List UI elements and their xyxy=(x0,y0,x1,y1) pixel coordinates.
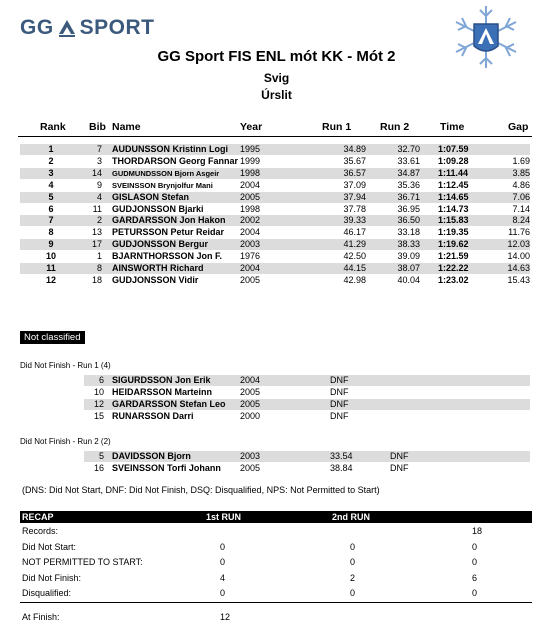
gap-cell: 14.00 xyxy=(507,251,530,262)
gap-cell: 3.85 xyxy=(512,167,530,178)
recap-at-finish-row xyxy=(20,611,532,623)
table-row xyxy=(20,251,530,262)
bib-cell: 10 xyxy=(93,387,104,397)
bib-cell: 7 xyxy=(96,144,102,154)
bib-cell: 13 xyxy=(91,227,102,238)
run1-cell: DNF xyxy=(330,399,349,409)
rank-cell: 3 xyxy=(48,167,54,178)
bib-cell: 2 xyxy=(96,215,102,226)
run2-cell: 38.33 xyxy=(397,239,420,250)
table-row xyxy=(20,156,530,167)
col-rank: Rank xyxy=(40,121,66,133)
run2-cell: 36.95 xyxy=(397,203,420,214)
time-cell: 1:07.59 xyxy=(438,144,469,154)
list-item xyxy=(84,387,530,398)
run1-cell: 39.33 xyxy=(343,215,366,226)
name-cell: GISLASON Stefan xyxy=(112,191,190,202)
run1-cell: 38.84 xyxy=(330,463,353,473)
run1-cell: 34.89 xyxy=(343,144,366,154)
run2-cell: 40.04 xyxy=(397,274,420,285)
name-cell: SIGURDSSON Jon Erik xyxy=(112,375,211,385)
gap-cell: 7.14 xyxy=(512,203,530,214)
gap-cell: 8.24 xyxy=(512,215,530,226)
run2-cell: 38.07 xyxy=(397,263,420,273)
dnf-run2-title: Did Not Finish - Run 2 (2) xyxy=(20,437,111,446)
bib-cell: 1 xyxy=(96,251,102,262)
list-item xyxy=(84,451,530,462)
gap-cell: 4.86 xyxy=(512,179,530,190)
recap-total-value: 0 xyxy=(472,541,478,552)
time-cell: 1:19.62 xyxy=(438,239,469,250)
year-cell: 1999 xyxy=(240,155,261,166)
bib-cell: 9 xyxy=(96,179,102,190)
name-cell: SVEINSSON Torfi Johann xyxy=(112,463,221,473)
name-cell: GUDJONSSON Vidir xyxy=(112,274,199,285)
time-cell: 1:11.44 xyxy=(438,167,469,178)
run1-cell: DNF xyxy=(330,375,349,385)
name-cell: SVEINSSON Brynjolfur Mani xyxy=(112,180,213,190)
run1-cell: 37.78 xyxy=(343,203,366,214)
table-row xyxy=(20,239,530,250)
recap-2nd-run-value: 0 xyxy=(350,557,356,567)
name-cell: AINSWORTH Richard xyxy=(112,263,204,273)
name-cell: GUDMUNDSSON Bjorn Asgeir xyxy=(112,168,220,178)
name-cell: AUDUNSSON Kristinn Logi xyxy=(112,144,228,154)
year-cell: 2004 xyxy=(240,263,261,273)
run2-cell: 35.36 xyxy=(397,179,420,190)
gap-cell: 15.43 xyxy=(507,274,530,285)
run2-cell: DNF xyxy=(390,451,409,461)
recap-label: Did Not Start: xyxy=(22,541,77,552)
time-cell: 1:23.02 xyxy=(438,274,469,285)
run1-cell: 37.94 xyxy=(343,191,366,202)
rank-cell: 9 xyxy=(48,239,54,250)
run2-cell: 33.18 xyxy=(397,227,420,238)
time-cell: 1:14.65 xyxy=(438,191,469,202)
recap-divider xyxy=(20,602,532,603)
recap-1st-run-value: 0 xyxy=(220,588,226,598)
not-classified-label: Not classified xyxy=(20,331,85,344)
time-cell: 1:22.22 xyxy=(438,263,469,273)
bib-cell: 5 xyxy=(98,451,104,461)
run1-cell: 42.50 xyxy=(343,251,366,262)
year-cell: 2004 xyxy=(240,179,261,190)
time-cell: 1:12.45 xyxy=(438,179,469,190)
recap-label: Records: xyxy=(22,526,59,536)
logo-text-right: SPORT xyxy=(79,16,155,39)
run2-cell: 34.87 xyxy=(397,167,420,178)
recap-header xyxy=(20,511,532,523)
run1-cell: DNF xyxy=(330,411,349,421)
year-cell: 1998 xyxy=(240,203,261,214)
time-cell: 1:19.35 xyxy=(438,227,469,238)
bib-cell: 15 xyxy=(93,411,104,421)
table-row xyxy=(20,227,530,238)
name-cell: PETURSSON Petur Reidar xyxy=(112,227,225,238)
recap-col-2nd-run: 2nd RUN xyxy=(332,512,370,522)
recap-title: RECAP xyxy=(22,512,54,522)
run2-cell: 39.09 xyxy=(397,251,420,262)
year-cell: 2004 xyxy=(240,227,261,238)
status-legend: (DNS: Did Not Start, DNF: Did Not Finish, DSQ: Disqualified, NPS: Not Permitted to Start) xyxy=(22,485,380,495)
name-cell: GUDJONSSON Bergur xyxy=(112,239,209,250)
bib-cell: 6 xyxy=(98,375,104,385)
bib-cell: 8 xyxy=(96,263,102,273)
recap-1st-run-value: 0 xyxy=(220,541,226,552)
rank-cell: 6 xyxy=(48,203,54,214)
table-row xyxy=(20,275,530,286)
name-cell: GARDARSSON Jon Hakon xyxy=(112,215,226,226)
col-run1: Run 1 xyxy=(322,121,352,133)
gap-cell: 1.69 xyxy=(512,155,530,166)
year-cell: 1995 xyxy=(240,144,261,154)
run1-cell: 37.09 xyxy=(343,179,366,190)
run1-cell: 44.15 xyxy=(343,263,366,273)
year-cell: 2000 xyxy=(240,411,261,421)
name-cell: THORDARSON Georg Fannar xyxy=(112,155,239,166)
results-subtitle: Úrslit xyxy=(261,88,292,102)
table-row xyxy=(20,204,530,215)
recap-col-1st-run: 1st RUN xyxy=(206,512,242,522)
time-cell: 1:15.83 xyxy=(438,215,469,226)
run2-cell: 33.61 xyxy=(397,155,420,166)
list-item xyxy=(84,399,530,410)
logo-mark-icon xyxy=(57,18,77,38)
run1-cell: 36.57 xyxy=(343,167,366,178)
gg-sport-logo xyxy=(20,16,155,40)
rank-cell: 8 xyxy=(48,227,54,238)
table-row xyxy=(20,192,530,203)
bib-cell: 16 xyxy=(93,463,104,473)
year-cell: 2004 xyxy=(240,375,261,385)
table-row xyxy=(20,168,530,179)
recap-row xyxy=(20,525,532,537)
recap-label: Did Not Finish: xyxy=(22,572,82,583)
rank-cell: 10 xyxy=(45,251,56,262)
at-finish-value: 12 xyxy=(220,612,231,622)
rank-cell: 12 xyxy=(45,274,56,285)
rank-cell: 11 xyxy=(46,263,56,273)
run2-cell: 32.70 xyxy=(397,144,420,154)
rank-cell: 7 xyxy=(48,215,54,226)
dnf-run1-title: Did Not Finish - Run 1 (4) xyxy=(20,361,111,370)
table-row xyxy=(20,180,530,191)
year-cell: 2005 xyxy=(240,463,261,473)
year-cell: 2003 xyxy=(240,451,261,461)
rank-cell: 1 xyxy=(48,144,54,154)
recap-label: NOT PERMITTED TO START: xyxy=(22,557,143,567)
rank-cell: 2 xyxy=(48,155,54,166)
table-row xyxy=(20,144,530,155)
logo-text-left: GG xyxy=(20,16,54,39)
col-gap: Gap xyxy=(508,121,529,133)
recap-total-value: 0 xyxy=(472,557,478,567)
year-cell: 2005 xyxy=(240,191,261,202)
time-cell: 1:09.28 xyxy=(438,155,469,166)
bib-cell: 17 xyxy=(91,239,102,250)
rank-cell: 5 xyxy=(48,191,54,202)
recap-label: Disqualified: xyxy=(22,588,72,598)
year-cell: 2002 xyxy=(240,215,261,226)
gap-cell: 11.76 xyxy=(508,227,530,238)
recap-total-value: 18 xyxy=(472,526,483,536)
run1-cell: 46.17 xyxy=(343,227,366,238)
name-cell: GUDJONSSON Bjarki xyxy=(112,203,204,214)
col-time: Time xyxy=(440,121,465,133)
recap-row xyxy=(20,587,532,599)
run2-cell: 36.50 xyxy=(397,215,420,226)
list-item xyxy=(84,411,530,422)
at-finish-label: At Finish: xyxy=(22,612,60,622)
page-title: GG Sport FIS ENL mót KK - Mót 2 xyxy=(157,48,396,65)
name-cell: RUNARSSON Darri xyxy=(112,411,194,421)
recap-total-value: 0 xyxy=(472,588,478,598)
bib-cell: 12 xyxy=(93,399,104,409)
year-cell: 1976 xyxy=(240,251,261,262)
bib-cell: 14 xyxy=(91,167,102,178)
table-row xyxy=(20,263,530,274)
recap-1st-run-value: 0 xyxy=(220,557,226,567)
name-cell: HEIDARSSON Marteinn xyxy=(112,387,213,397)
run1-cell: 33.54 xyxy=(330,451,353,461)
rank-cell: 4 xyxy=(48,179,54,190)
time-cell: 1:21.59 xyxy=(438,251,469,262)
name-cell: DAVIDSSON Bjorn xyxy=(112,451,191,461)
recap-2nd-run-value: 0 xyxy=(350,588,356,598)
col-bib: Bib xyxy=(89,121,106,133)
run1-cell: 35.67 xyxy=(343,155,366,166)
recap-row xyxy=(20,541,532,553)
recap-row xyxy=(20,556,532,568)
col-run2: Run 2 xyxy=(380,121,410,133)
bib-cell: 3 xyxy=(96,155,102,166)
col-year: Year xyxy=(240,121,263,133)
list-item xyxy=(84,375,530,386)
name-cell: BJARNTHORSSON Jon F. xyxy=(112,251,223,262)
run1-cell: 42.98 xyxy=(343,274,366,285)
year-cell: 2005 xyxy=(240,387,261,397)
run2-cell: DNF xyxy=(390,463,409,473)
table-row xyxy=(20,215,530,226)
run1-cell: 41.29 xyxy=(343,239,366,250)
col-name: Name xyxy=(112,121,141,133)
bib-cell: 11 xyxy=(92,203,102,214)
run2-cell: 36.71 xyxy=(397,191,420,202)
gap-cell: 7.06 xyxy=(512,191,530,202)
recap-2nd-run-value: 0 xyxy=(350,541,356,552)
year-cell: 2005 xyxy=(240,399,261,409)
recap-row xyxy=(20,572,532,584)
results-table-header xyxy=(18,121,530,135)
run1-cell: DNF xyxy=(330,387,349,397)
time-cell: 1:14.73 xyxy=(438,203,469,214)
gap-cell: 12.03 xyxy=(507,239,530,250)
recap-total-value: 6 xyxy=(472,572,478,583)
recap-2nd-run-value: 2 xyxy=(350,572,356,583)
year-cell: 2005 xyxy=(240,274,261,285)
bib-cell: 4 xyxy=(96,191,102,202)
list-item xyxy=(84,463,530,474)
year-cell: 2003 xyxy=(240,239,261,250)
gap-cell: 14.63 xyxy=(507,263,530,273)
discipline-title: Svig xyxy=(263,71,290,85)
header-divider xyxy=(18,136,532,137)
year-cell: 1998 xyxy=(240,167,261,178)
bib-cell: 18 xyxy=(91,274,102,285)
name-cell: GARDARSSON Stefan Leo xyxy=(112,399,226,409)
recap-1st-run-value: 4 xyxy=(220,572,226,583)
